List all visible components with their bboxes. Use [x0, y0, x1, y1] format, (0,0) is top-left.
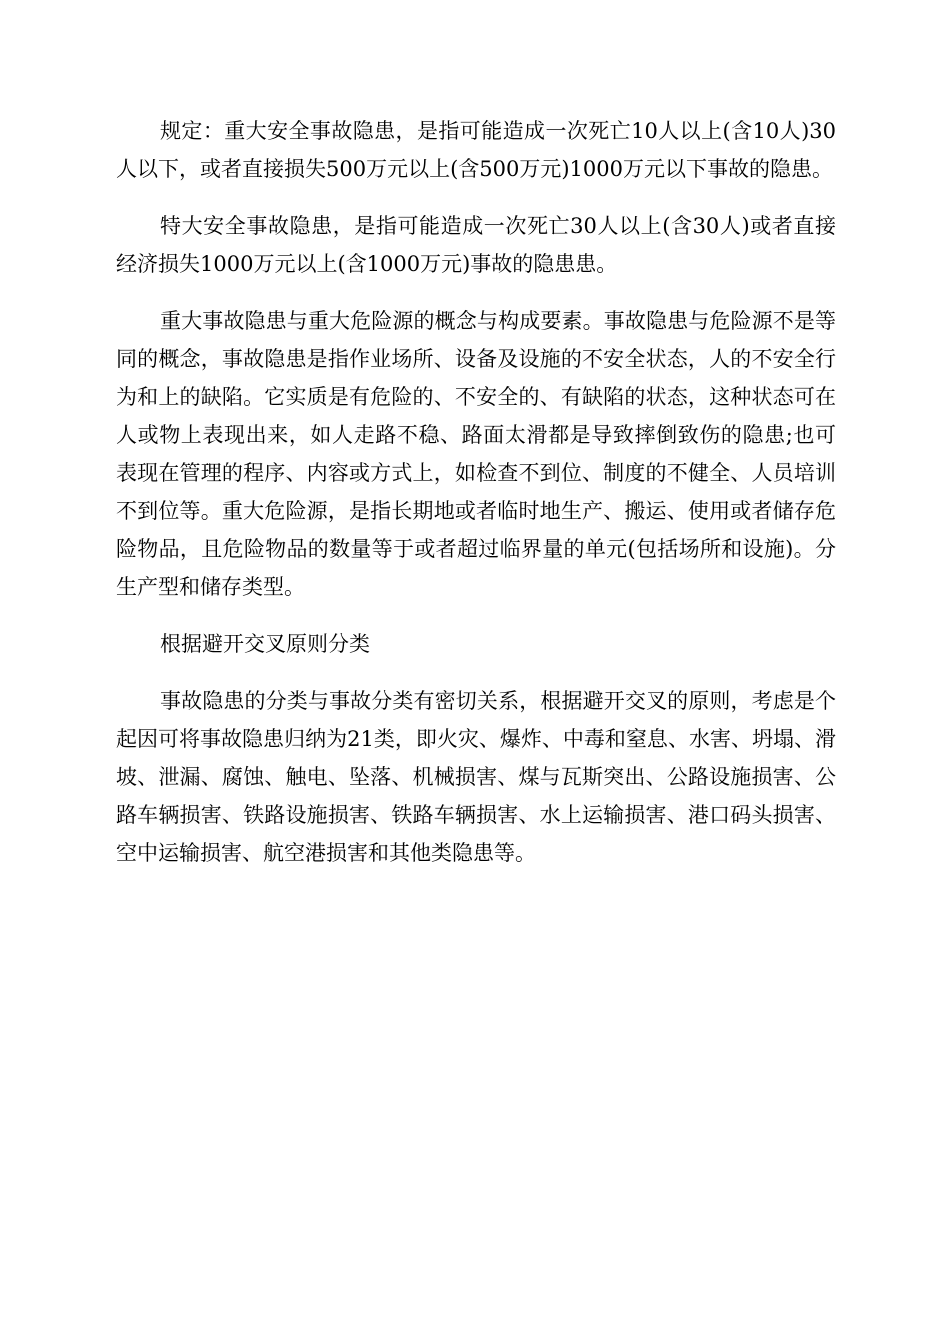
paragraph-major-hazard-definition: 规定：重大安全事故隐患，是指可能造成一次死亡10人以上(含10人)30人以下，或者直接损失500万元以上(含500万元)1000万元以下事故的隐患。	[116, 119, 836, 181]
paragraph-hazard-vs-danger-source: 重大事故隐患与重大危险源的概念与构成要素。事故隐患与危险源不是等同的概念，事故隐患是指作业场所、设备及设施的不安全状态，人的不安全行为和上的缺陷。它实质是有危险的、不安全的、有缺陷的状态，这种状态可在人或物上表现出来，如人走路不稳、路面太滑都是导致摔倒致伤的隐患;也可表现在管理的程序、内容或方式上，如检查不到位、制度的不健全、人员培训不到位等。重大危险源，是指长期地或者临时地生产、搬运、使用或者储存危险物品，且危险物品的数量等于或者超过临界量的单元(包括场所和设施)。分生产型和储存类型。	[116, 309, 836, 599]
paragraph-extraordinary-hazard-definition: 特大安全事故隐患，是指可能造成一次死亡30人以上(含30人)或者直接经济损失1000万元以上(含1000万元)事故的隐患患。	[116, 214, 836, 276]
paragraph-hazard-classification: 事故隐患的分类与事故分类有密切关系，根据避开交叉的原则，考虑是个起因可将事故隐患归纳为21类，即火灾、爆炸、中毒和窒息、水害、坍塌、滑坡、泄漏、腐蚀、触电、坠落、机械损害、煤与瓦斯突出、公路设施损害、公路车辆损害、铁路设施损害、铁路车辆损害、水上运输损害、港口码头损害、空中运输损害、航空港损害和其他类隐患等。	[116, 689, 836, 865]
document-body	[116, 112, 836, 891]
paragraph-classification-heading: 根据避开交叉原则分类	[160, 632, 370, 656]
